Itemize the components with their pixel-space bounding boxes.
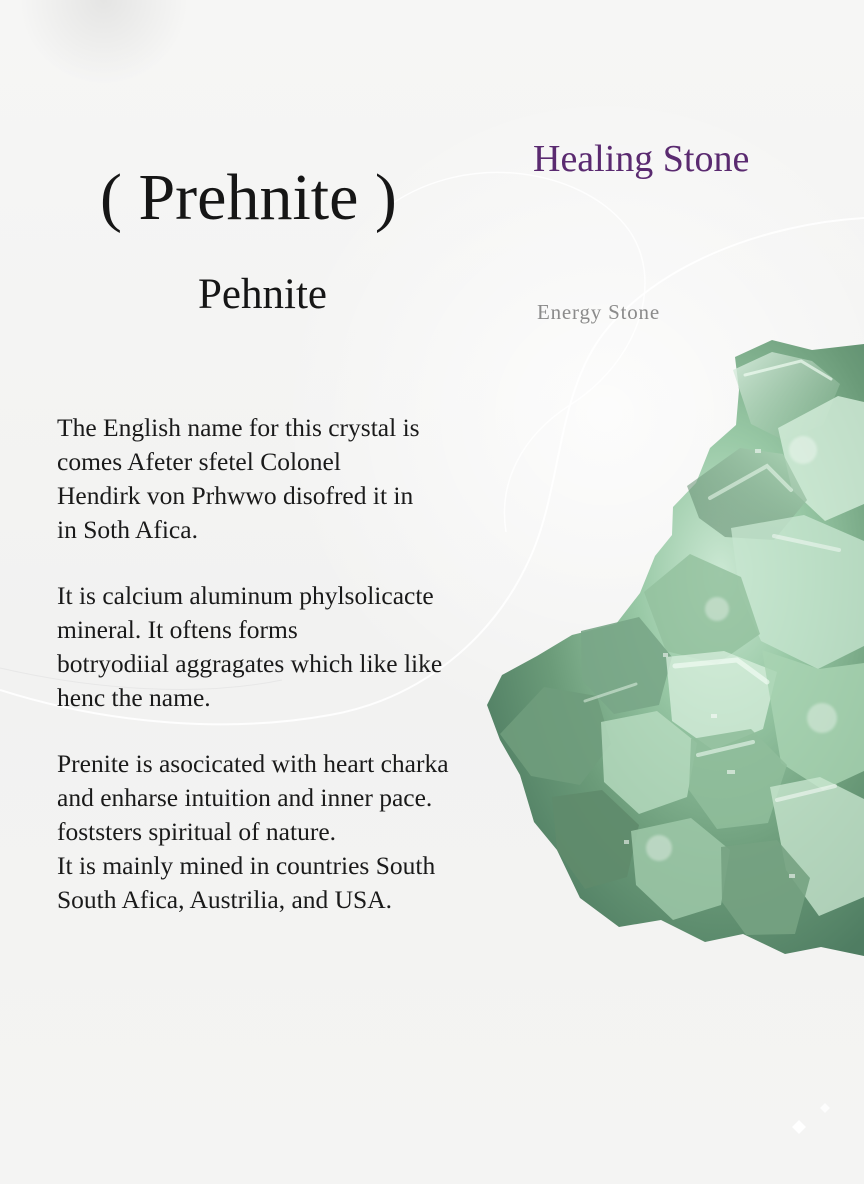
prehnite-crystal-image <box>485 330 864 956</box>
page-subtitle: Pehnite <box>198 271 327 318</box>
description <box>57 411 502 949</box>
description-line: henc the name. <box>57 683 211 712</box>
description-line: South Afica, Austrilia, and USA. <box>57 885 393 914</box>
description-line: and enharse intuition and inner pace. <box>57 783 433 812</box>
prehnite-crystal-icon <box>485 330 864 956</box>
description-line: botryodiial aggragates which like like <box>57 649 443 678</box>
description-line: in Soth Afica. <box>57 515 198 544</box>
description-paragraph <box>57 411 502 547</box>
page-title: ( Prehnite ) <box>100 161 397 234</box>
description-paragraph <box>57 747 502 917</box>
description-line: foststers spiritual of nature. <box>57 817 337 846</box>
description-line: Prenite is asocicated with heart charka <box>57 749 449 778</box>
description-line: Hendirk von Prhwwo disofred it in <box>57 481 414 510</box>
description-line: It is mainly mined in countries South <box>57 851 436 880</box>
healing-stone-label: Healing Stone <box>533 138 750 180</box>
description-line: mineral. It oftens forms <box>57 615 298 644</box>
energy-stone-label: Energy Stone <box>537 300 660 324</box>
description-line: The English name for this crystal is <box>57 413 420 442</box>
description-paragraph <box>57 579 502 715</box>
description-line: comes Afeter sfetel Colonel <box>57 447 341 476</box>
description-line: It is calcium aluminum phylsolicacte <box>57 581 434 610</box>
